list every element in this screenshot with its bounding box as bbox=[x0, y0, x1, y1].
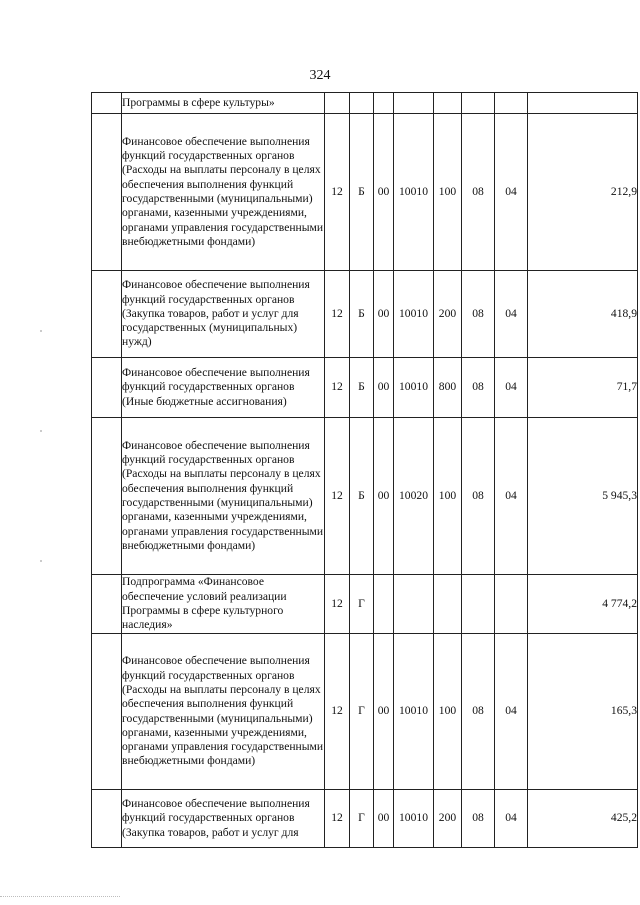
row-marker-cell bbox=[92, 93, 122, 114]
page-number: 324 bbox=[309, 68, 331, 83]
code-5 bbox=[434, 575, 462, 634]
code-2: Г bbox=[350, 575, 374, 634]
code-1 bbox=[325, 93, 350, 114]
code-1: 12 bbox=[325, 114, 350, 271]
item-name: Финансовое обеспечение выполнения функций государственных органов (Расходы на выплаты персоналу в целях обеспечения выполнения функций государственными (муниципальными) органами, казенными учреждениями, органами управления государственными внебюджетными фондами) bbox=[122, 634, 325, 790]
code-5: 100 bbox=[434, 114, 462, 271]
code-7: 04 bbox=[495, 418, 528, 575]
table-row bbox=[92, 114, 638, 271]
code-1: 12 bbox=[325, 790, 350, 848]
code-4: 10010 bbox=[394, 271, 434, 358]
item-name: Финансовое обеспечение выполнения функций государственных органов (Закупка товаров, работ и услуг для bbox=[122, 790, 325, 848]
item-name: Подпрограмма «Финансовое обеспечение условий реализации Программы в сфере культурного наследия» bbox=[122, 575, 325, 634]
code-7: 04 bbox=[495, 790, 528, 848]
table-row bbox=[92, 634, 638, 790]
code-1: 12 bbox=[325, 358, 350, 418]
code-6: 08 bbox=[462, 634, 495, 790]
amount: 212,9 bbox=[528, 114, 638, 271]
table-row bbox=[92, 271, 638, 358]
budget-table bbox=[91, 92, 638, 848]
code-7: 04 bbox=[495, 271, 528, 358]
row-marker-cell bbox=[92, 358, 122, 418]
amount: 4 774,2 bbox=[528, 575, 638, 634]
amount bbox=[528, 93, 638, 114]
code-4: 10020 bbox=[394, 418, 434, 575]
table-row bbox=[92, 575, 638, 634]
code-1: 12 bbox=[325, 271, 350, 358]
code-5: 200 bbox=[434, 271, 462, 358]
code-1: 12 bbox=[325, 575, 350, 634]
code-6: 08 bbox=[462, 358, 495, 418]
code-5: 100 bbox=[434, 634, 462, 790]
code-6: 08 bbox=[462, 271, 495, 358]
code-6 bbox=[462, 575, 495, 634]
code-6: 08 bbox=[462, 114, 495, 271]
code-2: Б bbox=[350, 418, 374, 575]
code-4: 10010 bbox=[394, 358, 434, 418]
code-4: 10010 bbox=[394, 634, 434, 790]
amount: 418,9 bbox=[528, 271, 638, 358]
code-2: Б bbox=[350, 358, 374, 418]
row-marker-cell bbox=[92, 634, 122, 790]
margin-speck bbox=[40, 560, 42, 562]
item-name: Финансовое обеспечение выполнения функций государственных органов (Закупка товаров, работ и услуг для государственных (муниципальных) нужд) bbox=[122, 271, 325, 358]
code-7: 04 bbox=[495, 358, 528, 418]
code-3 bbox=[374, 575, 394, 634]
margin-speck bbox=[40, 330, 42, 332]
item-name: Финансовое обеспечение выполнения функций государственных органов (Иные бюджетные ассигнования) bbox=[122, 358, 325, 418]
row-marker-cell bbox=[92, 575, 122, 634]
amount: 425,2 bbox=[528, 790, 638, 848]
table-row bbox=[92, 790, 638, 848]
row-marker-cell bbox=[92, 790, 122, 848]
code-4: 10010 bbox=[394, 114, 434, 271]
table-row bbox=[92, 358, 638, 418]
code-3: 00 bbox=[374, 790, 394, 848]
code-4 bbox=[394, 93, 434, 114]
code-2 bbox=[350, 93, 374, 114]
table-row bbox=[92, 418, 638, 575]
code-7 bbox=[495, 93, 528, 114]
code-1: 12 bbox=[325, 634, 350, 790]
code-7: 04 bbox=[495, 114, 528, 271]
code-4: 10010 bbox=[394, 790, 434, 848]
code-6 bbox=[462, 93, 495, 114]
code-2: Г bbox=[350, 790, 374, 848]
row-marker-cell bbox=[92, 271, 122, 358]
code-3: 00 bbox=[374, 358, 394, 418]
code-2: Б bbox=[350, 271, 374, 358]
row-marker-cell bbox=[92, 418, 122, 575]
code-5 bbox=[434, 93, 462, 114]
code-6: 08 bbox=[462, 418, 495, 575]
code-5: 100 bbox=[434, 418, 462, 575]
item-name: Программы в сфере культуры» bbox=[122, 93, 325, 114]
code-7 bbox=[495, 575, 528, 634]
code-3: 00 bbox=[374, 114, 394, 271]
code-7: 04 bbox=[495, 634, 528, 790]
amount: 165,3 bbox=[528, 634, 638, 790]
code-1: 12 bbox=[325, 418, 350, 575]
code-5: 200 bbox=[434, 790, 462, 848]
row-marker-cell bbox=[92, 114, 122, 271]
code-2: Б bbox=[350, 114, 374, 271]
code-3 bbox=[374, 93, 394, 114]
scan-edge-dots bbox=[0, 896, 120, 897]
table-row bbox=[92, 93, 638, 114]
item-name: Финансовое обеспечение выполнения функций государственных органов (Расходы на выплаты персоналу в целях обеспечения выполнения функций государственными (муниципальными) органами, казенными учреждениями, органами управления государственными внебюджетными фондами) bbox=[122, 114, 325, 271]
code-6: 08 bbox=[462, 790, 495, 848]
amount: 5 945,3 bbox=[528, 418, 638, 575]
code-2: Г bbox=[350, 634, 374, 790]
code-3: 00 bbox=[374, 634, 394, 790]
item-name: Финансовое обеспечение выполнения функций государственных органов (Расходы на выплаты персоналу в целях обеспечения выполнения функций государственными (муниципальными) органами, казенными учреждениями, органами управления государственными внебюджетными фондами) bbox=[122, 418, 325, 575]
amount: 71,7 bbox=[528, 358, 638, 418]
code-5: 800 bbox=[434, 358, 462, 418]
margin-speck bbox=[40, 430, 42, 432]
code-3: 00 bbox=[374, 418, 394, 575]
code-3: 00 bbox=[374, 271, 394, 358]
code-4 bbox=[394, 575, 434, 634]
